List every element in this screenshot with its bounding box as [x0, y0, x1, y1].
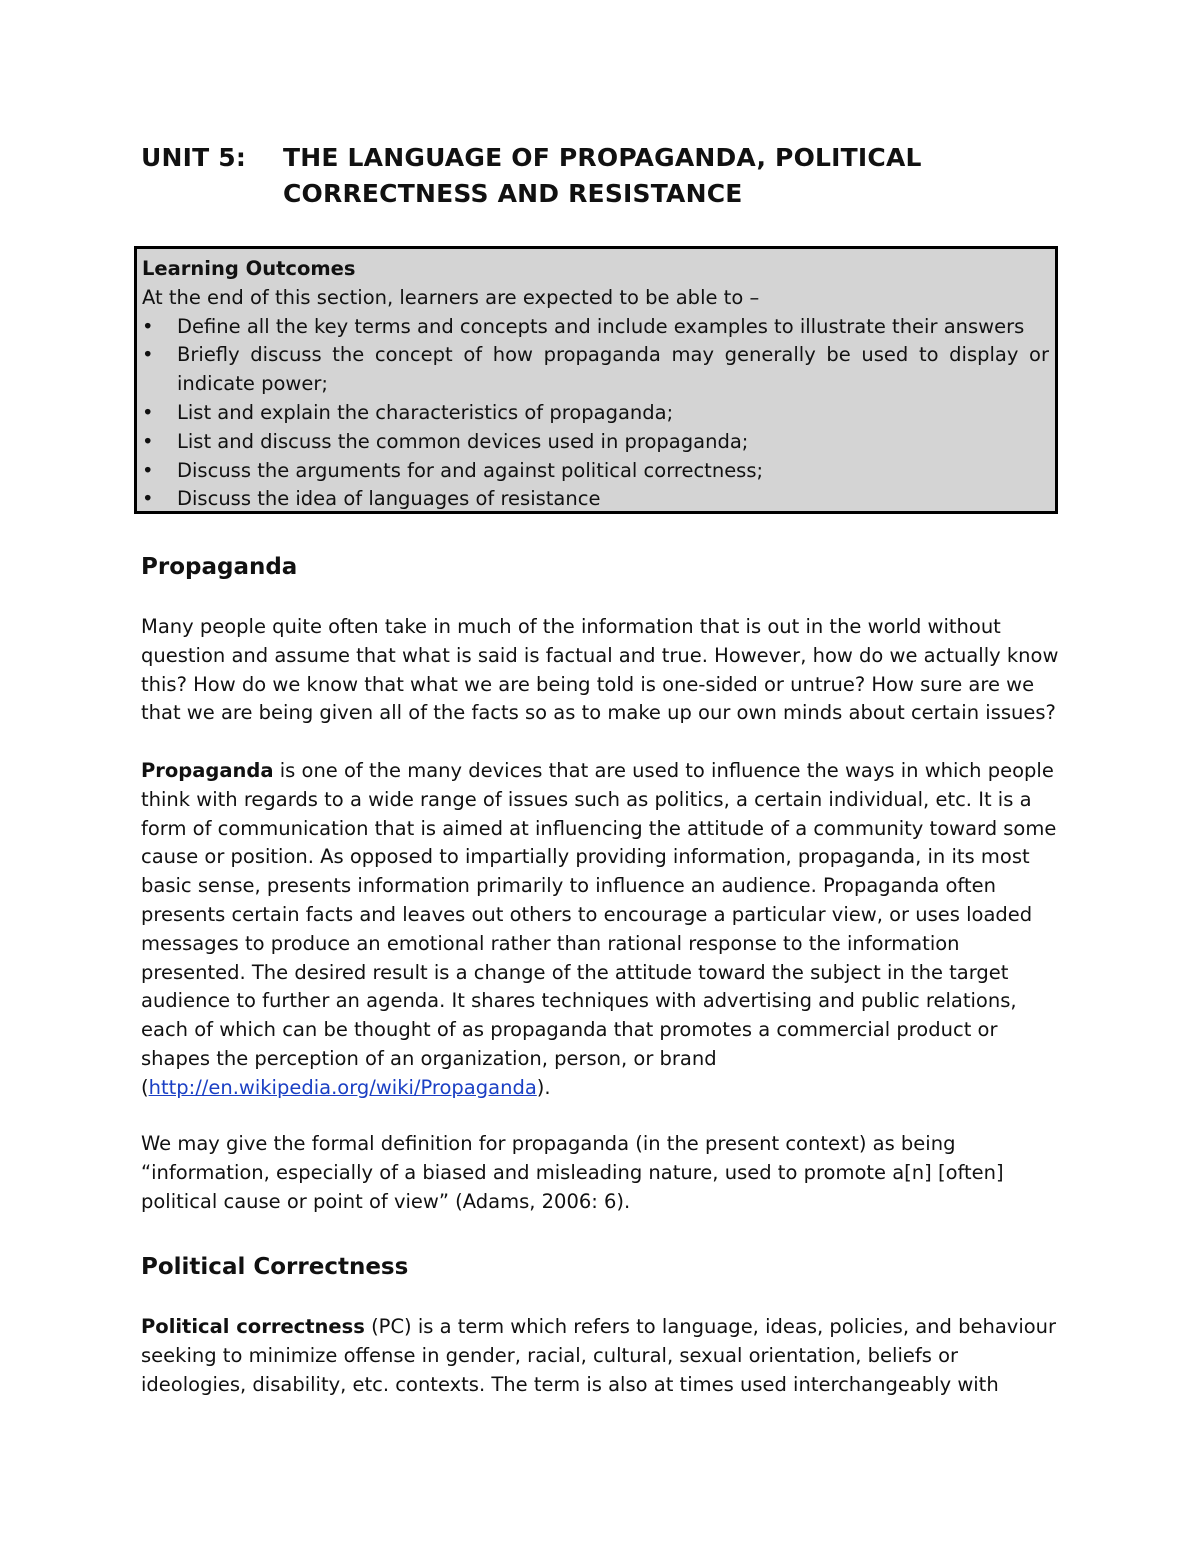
learning-outcomes-title: Learning Outcomes — [142, 257, 356, 280]
bullet-icon: • — [142, 314, 154, 338]
bullet-icon: • — [142, 400, 154, 424]
political-correctness-paragraph-1 — [141, 1313, 1061, 1399]
list-item-text: List and explain the characteristics of propaganda; — [177, 400, 674, 424]
propaganda-term: Propaganda — [141, 759, 274, 782]
unit-label: UNIT 5: — [141, 143, 247, 172]
list-item-text: Discuss the arguments for and against political correctness; — [177, 458, 764, 482]
political-correctness-heading: Political Correctness — [141, 1254, 409, 1280]
bullet-icon: • — [142, 429, 154, 453]
list-item — [142, 457, 1049, 486]
list-item-text: List and discuss the common devices used in propaganda; — [177, 429, 749, 453]
list-item — [142, 399, 1049, 428]
link-open-paren: ( — [141, 1075, 149, 1099]
propaganda-paragraph-3: We may give the formal definition for propaganda (in the present context) as being “information, especially of a biased and misleading nature, used to promote a[n] [often] political cause or point of view” (Adams, 2006: 6). — [141, 1132, 1004, 1213]
list-item-text: Define all the key terms and concepts and include examples to illustrate their answers — [177, 314, 1025, 338]
learning-outcomes-box — [134, 246, 1058, 514]
list-item — [142, 485, 1049, 514]
list-item-text: Discuss the idea of languages of resistance — [177, 487, 601, 511]
bullet-icon: • — [142, 458, 154, 482]
political-correctness-definition-text: (PC) is a term which refers to language, ideas, policies, and behaviour seeking to minimize offense in gender, racial, cultural, sexual orientation, beliefs or ideologies, disability, etc. contexts. The term is also at times used interchangeably with — [141, 1315, 1057, 1396]
wikipedia-link[interactable]: http://en.wikipedia.org/wiki/Propaganda — [148, 1075, 537, 1099]
list-item — [142, 313, 1049, 342]
list-item-text: Briefly discuss the concept of how propaganda may generally be used to display or indicate power; — [177, 343, 1049, 396]
list-item — [142, 341, 1049, 399]
bullet-icon: • — [142, 487, 154, 511]
propaganda-paragraph-1: Many people quite often take in much of the information that is out in the world without question and assume that what is said is factual and true. However, how do we actually know this? How do we know that what we are being told is one-sided or untrue? How sure are we that we are being given all of the facts so as to make up our own minds about certain issues? — [141, 615, 1059, 725]
learning-outcomes-list — [142, 313, 1049, 515]
bullet-icon: • — [142, 343, 154, 367]
learning-outcomes-intro: At the end of this section, learners are expected to be able to – — [142, 285, 760, 309]
propaganda-definition-text: is one of the many devices that are used to influence the ways in which people think with regards to a wide range of issues such as politics, a certain individual, etc. It is a form of communication that is aimed at influencing the attitude of a community toward some cause or position. As opposed to impartially providing information, propaganda, in its most basic sense, presents information primarily to influence an audience. Propaganda often presents certain facts and leaves out others to encourage a particular view, or uses loaded messages to produce an emotional rather than rational response to the information presented. The desired result is a change of the attitude toward the subject in the target audience to further an agenda. It shares techniques with advertising and public relations, each of which can be thought of as propaganda that promotes a commercial product or shapes the perception of an organization, person, or brand — [141, 759, 1057, 1070]
list-item — [142, 428, 1049, 457]
unit-title: THE LANGUAGE OF PROPAGANDA, POLITICAL CORRECTNESS AND RESISTANCE — [283, 143, 922, 208]
propaganda-heading: Propaganda — [141, 554, 298, 580]
propaganda-paragraph-2 — [141, 757, 1061, 1103]
political-correctness-term: Political correctness — [141, 1315, 365, 1338]
link-close-paren: ). — [536, 1075, 551, 1099]
